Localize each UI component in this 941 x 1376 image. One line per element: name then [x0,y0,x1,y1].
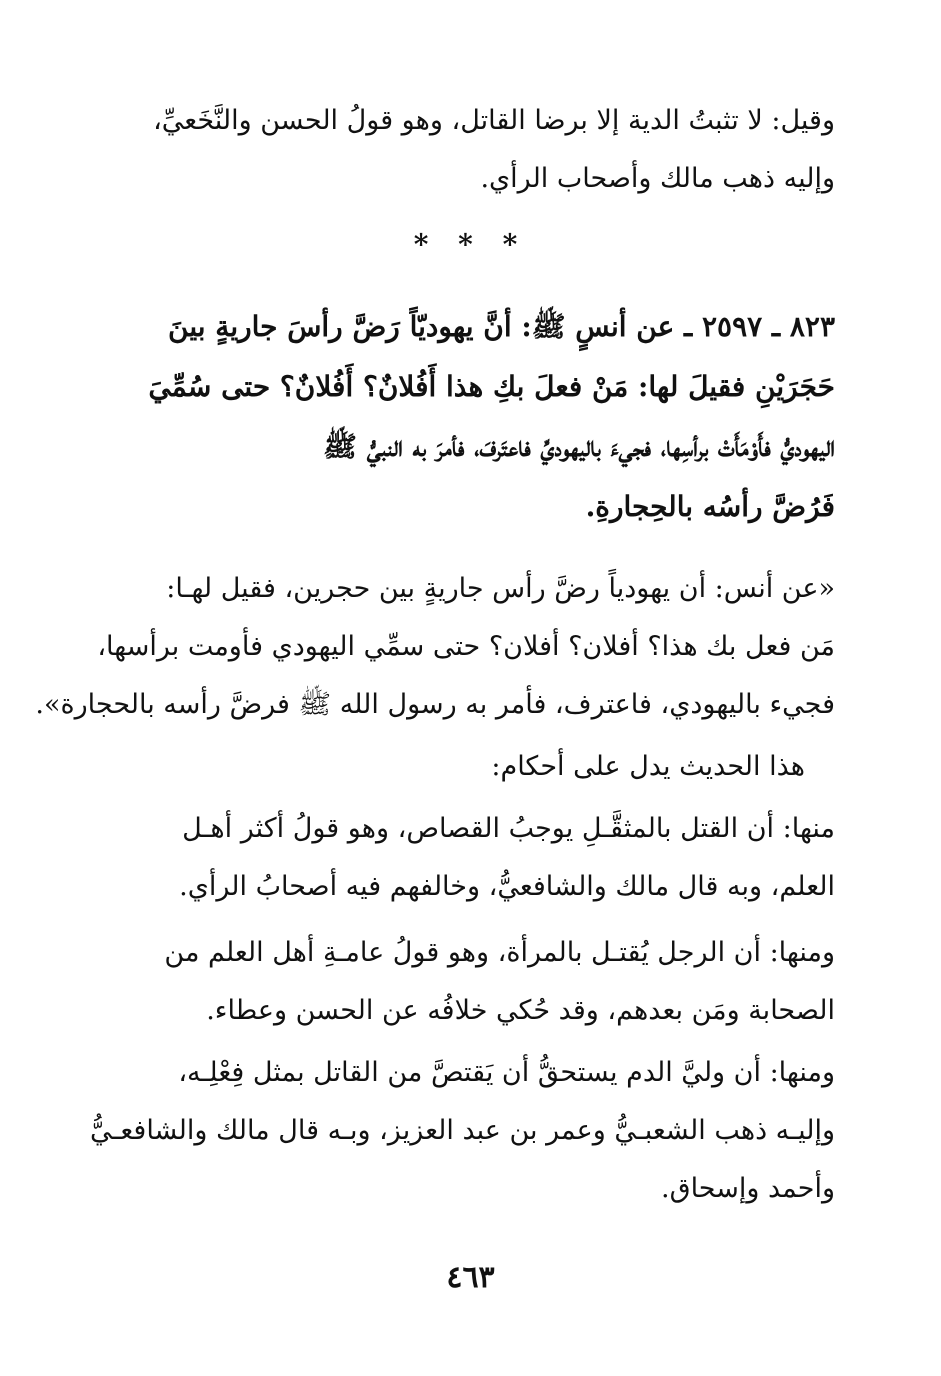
hadith-line-3: اليهوديُّ فأَوْمَأَتْ برأسِها، فجيءَ باليهوديِّ فاعتَرفَ، فأمرَ به النبيُّ ﷺ [323,430,835,463]
ruling-2-line-2: الصحابة ومَن بعدهم، وقد حُكي خلافُه عن الحسن وعطاء. [206,995,835,1026]
quote-line-3: فجيء باليهودي، فاعترف، فأمر به رسول الله ﷺ فرضَّ رأسه بالحجارة». [35,689,835,720]
rulings-intro-line: هذا الحديث يدل على أحكام: [491,751,805,782]
quote-line-1: «عن أنس: أن يهودياً رضَّ رأس جاريةٍ بين حجرين، فقيل لهـا: [166,573,835,604]
intro-line-2: وإليه ذهب مالك وأصحاب الرأي. [480,163,835,194]
quote-line-2: مَن فعل بك هذا؟ أفلان؟ أفلان؟ حتى سمِّي اليهودي فأومت برأسها، [97,631,835,662]
hadith-line-1: ٨٢٣ ـ ٢٥٩٧ ـ عن أنسٍ ﷺ: أنَّ يهوديّاً رَضَّ رأسَ جاريةٍ بينَ [168,310,835,343]
intro-paragraph [120,92,835,208]
ruling-1 [120,800,835,916]
section-separator: * * * [413,228,528,261]
ruling-1-line-2: العلم، وبه قال مالك والشافعيُّ، وخالفهم فيه أصحابُ الرأي. [179,871,835,902]
quote-paragraph [35,560,835,734]
ruling-2-line-1: ومنها: أن الرجل يُقتـل بالمرأة، وهو قولُ عامـةِ أهل العلم من [164,937,835,968]
page-number: ٤٦٣ [446,1260,495,1295]
intro-line-1: وقيل: لا تثبتُ الدية إلا برضا القاتل، وهو قولُ الحسن والنَّخَعيِّ، [153,105,835,136]
ruling-3-line-2: وإليـه ذهب الشعبـيُّ وعمر بن عبد العزيز، وبـه قال مالك والشافعـيُّ [89,1115,835,1146]
rulings-intro [120,738,835,796]
ruling-2 [120,924,835,1040]
ruling-3 [89,1044,835,1218]
hadith-line-2: حَجَرَيْنِ فقيلَ لها: مَنْ فعلَ بكِ هذا أَفُلانٌ؟ أَفُلانٌ؟ حتى سُمِّيَ [148,370,835,403]
hadith-line-4: فَرُضَّ رأسُه بالحِجارةِ. [585,490,835,523]
hadith-heading [120,297,835,537]
ruling-1-line-1: منها: أن القتل بالمثقَّـلِ يوجبُ القصاص، وهو قولُ أكثر أهـل [182,813,835,844]
ruling-3-line-3: وأحمد وإسحاق. [661,1173,835,1204]
ruling-3-line-1: ومنها: أن وليَّ الدم يستحقُّ أن يَقتصَّ من القاتل بمثل فِعْلِـه، [178,1057,835,1088]
